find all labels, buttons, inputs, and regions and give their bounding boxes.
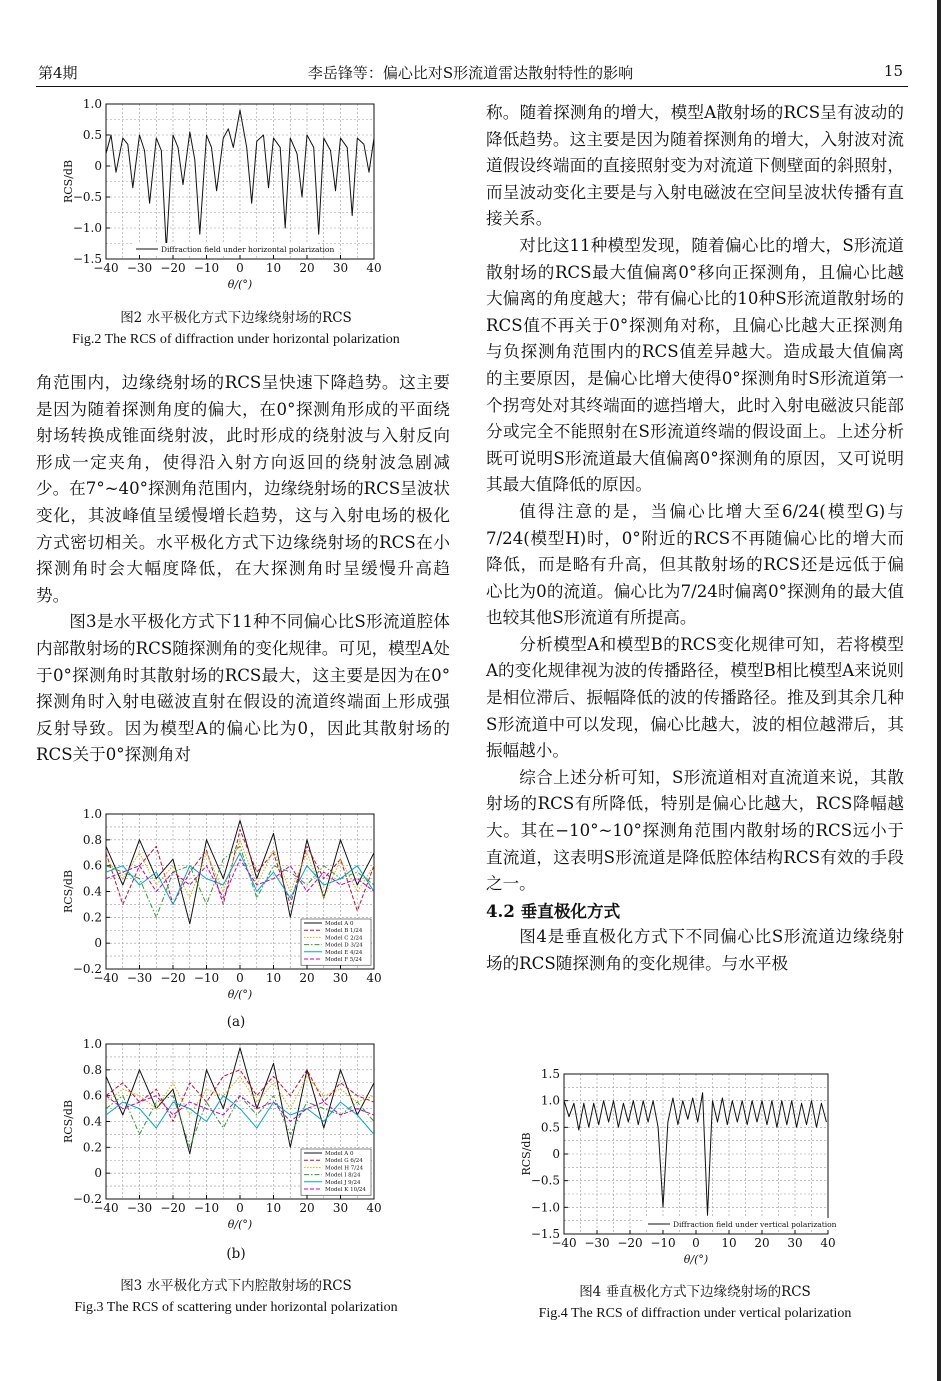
fig3-sub-a: (a) bbox=[226, 1014, 246, 1030]
legend bbox=[301, 1149, 371, 1195]
x-tick-label: −30 bbox=[126, 971, 153, 985]
right-paragraph-1: 称。随着探测角的增大，模型A散射场的RCS呈有波动的降低趋势。这主要是因为随着探测角的增大，入射波对流道假设终端面的直接照射变为对流道下侧壁面的斜照射，而呈波动变化主要是与入射电磁波在空间呈波状传播有直接关系。 bbox=[486, 103, 904, 229]
y-axis-label: RCS/dB bbox=[62, 1099, 75, 1144]
legend-label: Model A 0 bbox=[325, 1151, 354, 1157]
y-tick-label: 0.4 bbox=[82, 1114, 102, 1129]
y-tick-label: −1.5 bbox=[72, 252, 102, 266]
series-line-2 bbox=[106, 840, 374, 898]
right-paragraph-3: 值得注意的是，当偏心比增大至6/24(模型G)与7/24(模型H)时，0°附近的RCS不再随偏心比的增大而降低，而是略有升高，但其散射场的RCS还是远低于偏心比为0的流道。偏心比为7/24时偏离0°探测角的最大值也较其他S形流道有所提高。 bbox=[486, 501, 904, 628]
x-tick-label: −10 bbox=[193, 971, 220, 985]
y-tick-label: 0.8 bbox=[82, 832, 102, 847]
fig3-sub-b: (b) bbox=[226, 1246, 246, 1262]
fig2-caption-en: Fig.2 The RCS of diffraction under horizontal polarization bbox=[72, 332, 400, 347]
fig3a-chart bbox=[56, 806, 396, 1011]
left-column bbox=[36, 370, 450, 769]
legend-label: Model K 10/24 bbox=[325, 1187, 366, 1193]
legend-label: Model H 7/24 bbox=[325, 1165, 364, 1172]
x-tick-label: −10 bbox=[193, 261, 220, 275]
fig4-caption-en: Fig.4 The RCS of diffraction under vertical polarization bbox=[538, 1306, 852, 1321]
figure-3b bbox=[56, 1036, 396, 1241]
x-tick-label: −40 bbox=[93, 1201, 119, 1215]
y-tick-label: 0 bbox=[552, 1147, 560, 1161]
x-axis-label: θ/(°) bbox=[227, 278, 253, 291]
legend-label: Model B 1/24 bbox=[325, 928, 363, 935]
y-tick-label: 1.0 bbox=[82, 97, 102, 111]
x-tick-label: −30 bbox=[126, 1201, 153, 1215]
legend bbox=[301, 919, 371, 965]
legend-label: Model G 6/24 bbox=[325, 1158, 363, 1165]
legend-label: Model E 4/24 bbox=[325, 949, 363, 956]
x-tick-label: 0 bbox=[236, 971, 244, 985]
section-heading-4-2: 4.2 垂直极化方式 bbox=[486, 900, 621, 921]
legend-label: Model A 0 bbox=[325, 921, 354, 927]
y-tick-label: 1.0 bbox=[82, 1037, 102, 1051]
right-paragraph-4: 分析模型A和模型B的RCS变化规律可知，若将模型A的变化规律视为波的传播路径，模型B相比模型A来说则是相位滞后、振幅降低的波的传播路径。推及到其余几种S形流道中可以发现，偏心比越大，波的相位越滞后，其振幅越小。 bbox=[486, 634, 904, 761]
legend-label: Diffraction field under horizontal polarization bbox=[161, 245, 335, 254]
right-paragraph-6: 图4是垂直极化方式下不同偏心比S形流道边缘绕射场的RCS随探测角的变化规律。与水平极 bbox=[486, 927, 904, 973]
y-tick-label: −1.0 bbox=[530, 1200, 560, 1215]
x-tick-label: −20 bbox=[160, 971, 186, 985]
fig3-caption-en: Fig.3 The RCS of scattering under horizontal polarization bbox=[74, 1300, 398, 1315]
legend-label: Model J 9/24 bbox=[325, 1179, 361, 1186]
grid bbox=[106, 104, 374, 259]
x-tick-label: 30 bbox=[332, 1201, 349, 1215]
x-axis-label: θ/(°) bbox=[227, 1218, 253, 1231]
x-tick-label: 20 bbox=[299, 261, 315, 275]
y-tick-label: 1.0 bbox=[82, 807, 102, 821]
y-tick-label: 0.5 bbox=[82, 128, 102, 142]
legend-label: Model C 2/24 bbox=[325, 935, 363, 942]
y-tick-label: 0.4 bbox=[82, 884, 102, 899]
x-axis-label: θ/(°) bbox=[683, 1253, 709, 1266]
right-column bbox=[486, 100, 904, 978]
x-tick-label: −40 bbox=[93, 261, 119, 275]
x-tick-label: 0 bbox=[236, 261, 244, 275]
grid bbox=[564, 1074, 828, 1234]
x-tick-label: 30 bbox=[787, 1236, 803, 1250]
x-tick-label: 30 bbox=[332, 971, 349, 985]
x-tick-label: 0 bbox=[692, 1236, 700, 1250]
x-tick-label: 10 bbox=[721, 1236, 737, 1250]
y-tick-label: 0.6 bbox=[82, 858, 102, 873]
figure-2 bbox=[56, 96, 396, 301]
y-tick-label: 0.5 bbox=[540, 1120, 560, 1135]
scan-edge bbox=[937, 0, 941, 1381]
legend-label: Diffraction field under vertical polarization bbox=[673, 1220, 837, 1229]
x-tick-label: −40 bbox=[551, 1236, 577, 1250]
left-paragraph-2: 图3是水平极化方式下11种不同偏心比S形流道腔体内部散射场的RCS随探测角的变化规律。可见，模型A处于0°探测角时其散射场的RCS最大，这主要是因为在0°探测角时入射电磁波直射在假设的流道终端面上形成强反射导致。因为模型A的偏心比为0，因此其散射场的RCS关于0°探测角对 bbox=[36, 612, 450, 765]
fig3b-chart bbox=[56, 1036, 396, 1241]
x-tick-label: 20 bbox=[754, 1236, 770, 1250]
x-tick-label: 10 bbox=[265, 1201, 282, 1215]
fig2-chart bbox=[56, 96, 396, 301]
fig3-caption-cn: 图3 水平极化方式下内腔散射场的RCS bbox=[120, 1278, 352, 1294]
x-tick-label: 0 bbox=[236, 1201, 244, 1215]
fig4-caption-cn: 图4 垂直极化方式下边缘绕射场的RCS bbox=[579, 1284, 811, 1300]
y-tick-label: 1.5 bbox=[540, 1067, 560, 1081]
fig2-caption-cn: 图2 水平极化方式下边缘绕射场的RCS bbox=[120, 310, 352, 326]
legend-label: Model F 5/24 bbox=[325, 957, 363, 963]
left-paragraph-1: 角范围内，边缘绕射场的RCS呈快速下降趋势。这主要是因为随着探测角度的偏大，在0°探测角形成的平面绕射场转换成锥面绕射波，此时形成的绕射波与入射反向形成一定夹角，使得沿入射方向返回的绕射波急剧减少。在7°~40°探测角范围内，边缘绕射场的RCS呈波状变化，其波峰值呈缓慢增长趋势，这与入射电场的极化方式密切相关。水平极化方式下边缘绕射场的RCS在小探测角时会大幅度降低，在大探测角时呈缓慢升高趋势。 bbox=[36, 373, 451, 605]
y-tick-label: −1.5 bbox=[530, 1227, 560, 1241]
x-tick-label: −30 bbox=[126, 261, 153, 275]
x-tick-label: 10 bbox=[265, 971, 282, 985]
y-tick-label: 1.0 bbox=[540, 1093, 560, 1108]
figure-3a bbox=[56, 806, 396, 1011]
y-tick-label: 0.8 bbox=[82, 1062, 102, 1077]
y-tick-label: 0.2 bbox=[82, 910, 102, 925]
legend-label: Model I 8/24 bbox=[325, 1172, 361, 1179]
y-tick-label: −1.0 bbox=[72, 221, 102, 235]
x-tick-label: −20 bbox=[160, 1201, 186, 1215]
y-tick-label: 0.2 bbox=[82, 1140, 102, 1155]
x-tick-label: −30 bbox=[584, 1236, 610, 1250]
header-rule bbox=[36, 86, 908, 87]
y-axis-label: RCS/dB bbox=[62, 159, 75, 204]
issue-label: 第4期 bbox=[38, 64, 78, 82]
y-axis-label: RCS/dB bbox=[520, 1132, 533, 1176]
x-tick-label: 40 bbox=[366, 1201, 382, 1215]
fig4-chart bbox=[514, 1066, 854, 1276]
y-tick-label: −0.5 bbox=[530, 1173, 560, 1188]
x-tick-label: 20 bbox=[299, 971, 315, 985]
x-tick-label: 40 bbox=[820, 1236, 836, 1250]
figure-4 bbox=[514, 1066, 854, 1276]
x-axis-label: θ/(°) bbox=[227, 988, 253, 1001]
right-paragraph-2: 对比这11种模型发现，随着偏心比的增大，S形流道散射场的RCS最大值偏离0°移向正探测角，且偏心比越大偏离的角度越大；带有偏心比的10种S形流道散射场的RCS值不再关于0°探测角对称，且偏心比越大正探测角与负探测角范围内的RCS值差异越大。造成最大值偏离的主要原因，是偏心比增大使得0°探测角时S形流道第一个拐弯处对其终端面的遮挡增大，此时入射电磁波只能部分或完全不能照射在S形流道终端的假设面上。上述分析既可说明S形流道最大值偏离0°探测角的原因，又可说明其最大值降低的原因。 bbox=[486, 235, 904, 495]
x-tick-label: 40 bbox=[366, 261, 382, 275]
series-group bbox=[564, 1093, 826, 1216]
x-tick-label: −10 bbox=[193, 1201, 220, 1215]
y-tick-label: −0.5 bbox=[72, 190, 102, 204]
running-title: 李岳锋等：偏心比对S形流道雷达散射特性的影响 bbox=[307, 64, 634, 82]
x-tick-label: −20 bbox=[617, 1236, 643, 1250]
right-paragraph-5: 综合上述分析可知，S形流道相对直流道来说，其散射场的RCS有所降低，特别是偏心比越大，RCS降幅越大。其在−10°~10°探测角范围内散射场的RCS远小于直流道，这表明S形流道是降低腔体结构RCS有效的手段之一。 bbox=[486, 767, 904, 894]
y-tick-label: 0 bbox=[94, 936, 102, 951]
legend bbox=[644, 1218, 837, 1230]
legend-label: Model D 3/24 bbox=[325, 942, 363, 949]
y-tick-label: 0.6 bbox=[82, 1088, 102, 1103]
x-tick-label: 40 bbox=[366, 971, 382, 985]
x-tick-label: −20 bbox=[160, 261, 186, 275]
y-tick-label: 0 bbox=[94, 1166, 102, 1181]
running-header bbox=[0, 0, 941, 96]
x-tick-label: −40 bbox=[93, 971, 119, 985]
y-tick-label: −0.2 bbox=[72, 1192, 102, 1206]
x-tick-label: −10 bbox=[650, 1236, 676, 1250]
page-number: 15 bbox=[883, 62, 903, 80]
y-axis-label: RCS/dB bbox=[62, 869, 75, 914]
x-tick-label: 30 bbox=[332, 261, 349, 275]
x-tick-label: 10 bbox=[265, 261, 282, 275]
x-tick-label: 20 bbox=[299, 1201, 315, 1215]
y-tick-label: −0.2 bbox=[72, 962, 102, 976]
legend bbox=[132, 243, 334, 255]
series-line-0 bbox=[564, 1093, 826, 1216]
y-tick-label: 0 bbox=[94, 159, 102, 173]
